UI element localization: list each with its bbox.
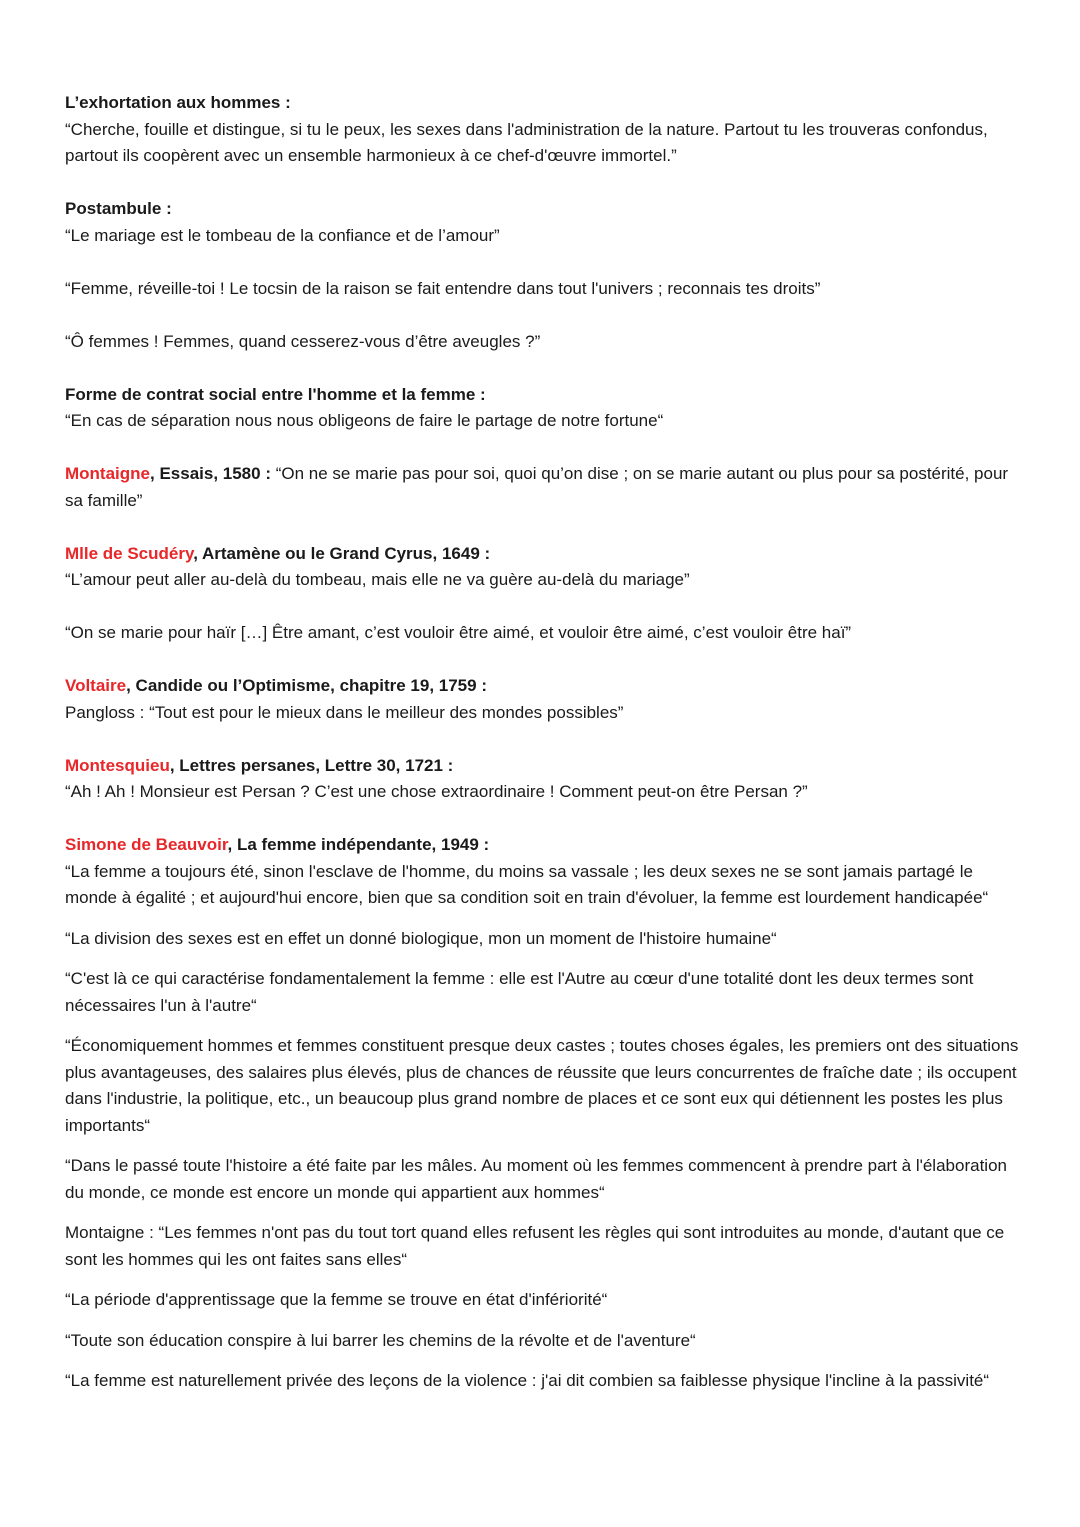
beauvoir-quote-2: “La division des sexes est en effet un donné biologique, mon un moment de l'histoire humaine“ bbox=[65, 928, 777, 948]
montesquieu-author: Montesquieu bbox=[65, 755, 170, 775]
montaigne-work: , Essais, 1580 : bbox=[150, 464, 271, 483]
voltaire-heading bbox=[65, 673, 1025, 700]
scudery-author: Mlle de Scudéry bbox=[65, 543, 194, 563]
montesquieu-quote: “Ah ! Ah ! Monsieur est Persan ? C’est une chose extraordinaire ! Comment peut-on être Persan ?” bbox=[65, 782, 808, 801]
beauvoir-quote-4: “Économiquement hommes et femmes constituent presque deux castes ; toutes choses égales, les premiers ont des situations plus avantageuses, des salaires plus élevés, plus de chances de réussite que leurs concurrentes de fraîche date ; ils occupent dans l'industrie, la politique, etc., un beaucoup plus grand nombre de places et ce sont eux qui détiennent les postes les plus importants“ bbox=[65, 1036, 1019, 1135]
scudery-heading bbox=[65, 541, 1025, 568]
postambule-quote-2: “Femme, réveille-toi ! Le tocsin de la raison se fait entendre dans tout l'univers ; reconnais tes droits” bbox=[65, 278, 821, 298]
scudery-work: , Artamène ou le Grand Cyrus, 1649 : bbox=[193, 543, 491, 563]
scudery-quote-2: “On se marie pour haïr […] Être amant, c’est vouloir être aimé, et vouloir être aimé, c’est vouloir être haï” bbox=[65, 623, 852, 642]
voltaire-quote: Pangloss : “Tout est pour le mieux dans le meilleur des mondes possibles” bbox=[65, 702, 624, 722]
contrat-quote: “En cas de séparation nous nous obligeons de faire le partage de notre fortune“ bbox=[65, 411, 664, 430]
montesquieu-work: , Lettres persanes, Lettre 30, 1721 : bbox=[169, 755, 454, 775]
voltaire-author: Voltaire bbox=[65, 676, 127, 695]
scudery-quote-1: “L’amour peut aller au-delà du tombeau, mais elle ne va guère au-delà du mariage” bbox=[65, 570, 690, 589]
beauvoir-work: , La femme indépendante, 1949 : bbox=[227, 835, 490, 854]
beauvoir-quote-5: “Dans le passé toute l'histoire a été faite par les mâles. Au moment où les femmes commencent à prendre part à l'élaboration du monde, ce monde est encore un monde qui appartient aux hommes“ bbox=[65, 1156, 1007, 1202]
voltaire-work: , Candide ou l’Optimisme, chapitre 19, 1759 : bbox=[126, 676, 487, 695]
beauvoir-quote-9: “La femme est naturellement privée des leçons de la violence : j'ai dit combien sa faiblesse physique l'incline à la passivité“ bbox=[65, 1371, 990, 1390]
postambule-heading: Postambule : bbox=[65, 199, 172, 218]
beauvoir-quote-1: “La femme a toujours été, sinon l'esclave de l'homme, du moins sa vassale ; les deux sexes ne se sont jamais partagé le monde à égalité ; et aujourd'hui encore, bien que sa condition soit en train d'évoluer, la femme est lourdement handicapée“ bbox=[65, 861, 989, 907]
montesquieu-heading bbox=[65, 753, 1025, 780]
beauvoir-heading bbox=[65, 832, 1025, 859]
contrat-heading: Forme de contrat social entre l'homme et la femme : bbox=[65, 384, 486, 404]
beauvoir-author: Simone de Beauvoir bbox=[65, 835, 228, 854]
document-page bbox=[65, 90, 1025, 1395]
postambule-quote-1: “Le mariage est le tombeau de la confiance et de l’amour” bbox=[65, 225, 500, 245]
beauvoir-quote-8: “Toute son éducation conspire à lui barrer les chemins de la révolte et de l'aventure“ bbox=[65, 1330, 696, 1350]
montaigne-entry bbox=[65, 461, 1025, 514]
montaigne-quote: “On ne se marie pas pour soi, quoi qu’on dise ; on se marie autant ou plus pour sa postérité, pour sa famille” bbox=[65, 464, 1009, 510]
exhortation-heading: L’exhortation aux hommes : bbox=[65, 93, 291, 112]
exhortation-quote: “Cherche, fouille et distingue, si tu le peux, les sexes dans l'administration de la nature. Partout tu les trouveras confondus, partout ils coopèrent avec un ensemble harmonieux à ce chef-d'œuvre immortel.” bbox=[65, 119, 988, 165]
beauvoir-quote-6: Montaigne : “Les femmes n'ont pas du tout tort quand elles refusent les règles qui sont introduites au monde, d'autant que ce sont les hommes qui les ont faites sans elles“ bbox=[65, 1223, 1005, 1269]
beauvoir-quote-7: “La période d'apprentissage que la femme se trouve en état d'infériorité“ bbox=[65, 1290, 608, 1309]
postambule-quote-3: “Ô femmes ! Femmes, quand cesserez-vous d’être aveugles ?” bbox=[65, 331, 541, 351]
montaigne-author: Montaigne bbox=[65, 464, 150, 483]
beauvoir-quote-3: “C'est là ce qui caractérise fondamentalement la femme : elle est l'Autre au cœur d'une totalité dont les deux termes sont nécessaires l'un à l'autre“ bbox=[65, 969, 974, 1015]
